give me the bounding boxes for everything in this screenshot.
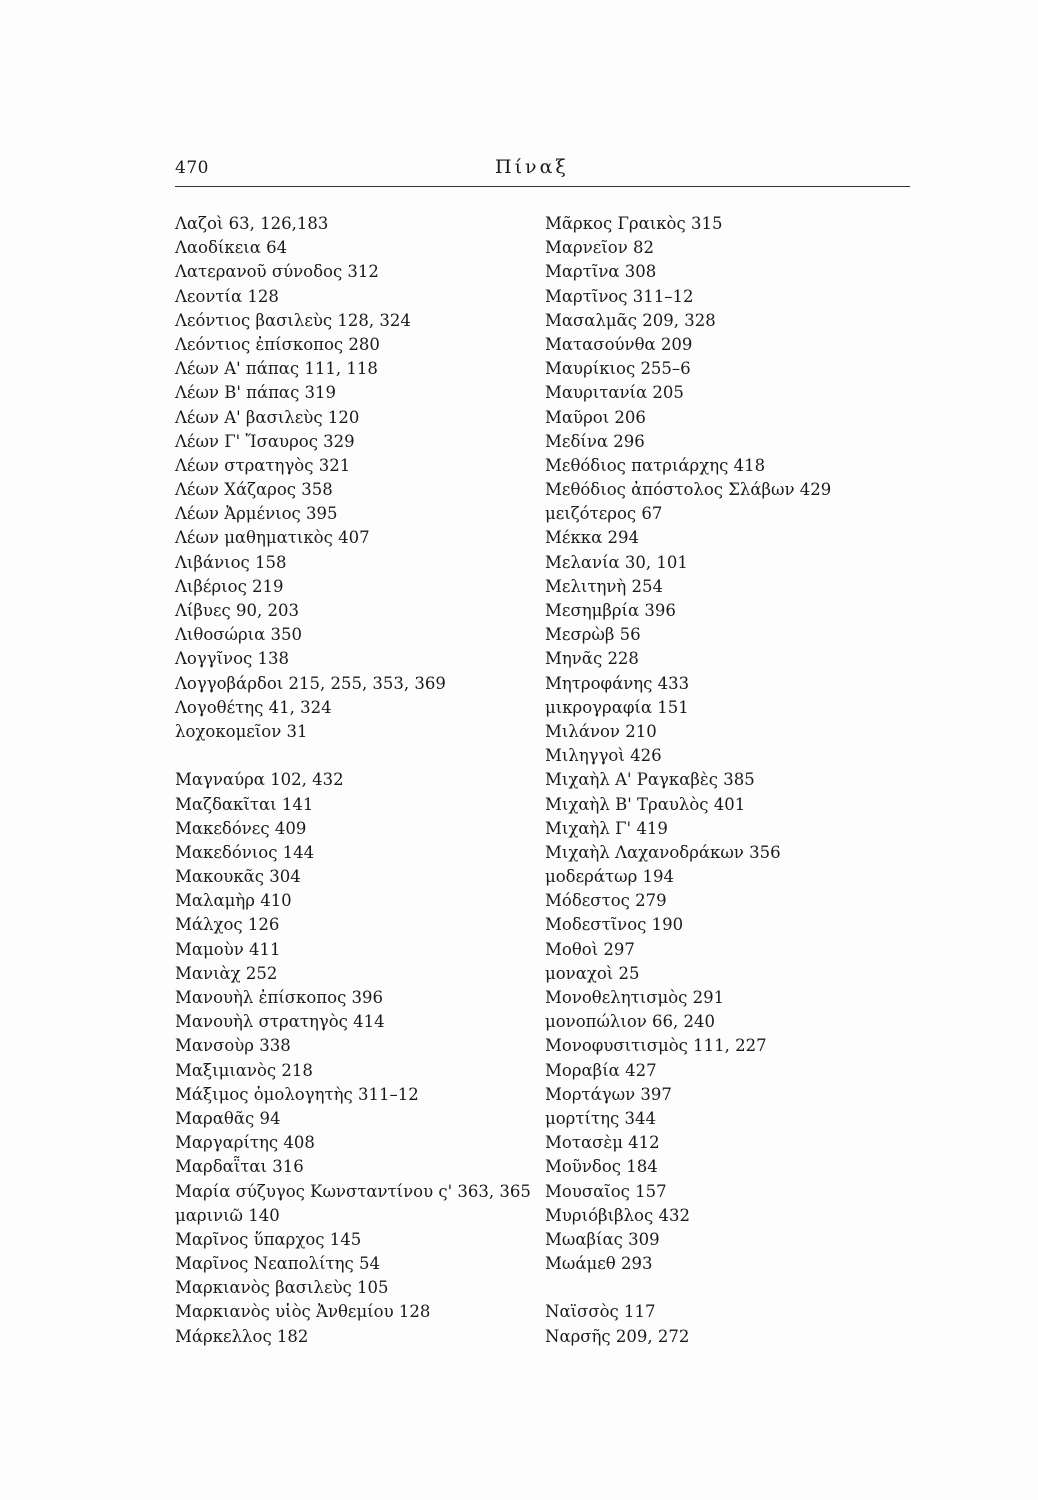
index-entry: Μανουὴλ ἐπίσκοπος 396 [175,988,384,1007]
index-entry: Μᾶρκος Γραικὸς 315 [545,214,723,233]
index-entry: Μοθοὶ 297 [545,939,635,959]
index-entry: Μωαβίας 309 [545,1229,660,1249]
index-entry: Λογγοβάρδοι 215, 255, 353, 369 [175,673,446,693]
index-entry: Λεόντιος βασιλεὺς 128, 324 [175,310,411,330]
index-entry: Μαργαρίτης 408 [175,1133,315,1153]
index-entry: Μοδεστῖνος 190 [545,915,684,935]
index-entry: Λέων στρατηγὸς 321 [175,455,351,475]
index-entry: Λίβυες 90, 203 [175,601,299,620]
index-entry: Μάλχος 126 [175,915,280,935]
header-rule [175,186,910,187]
index-entry: Μηνᾶς 228 [545,649,639,669]
index-entry: Μακουκᾶς 304 [175,867,301,887]
index-entry: Μοτασὲμ 412 [545,1133,660,1153]
index-entry: Μαυριτανία 205 [545,383,684,403]
index-entry: Μανσοὺρ 338 [175,1036,291,1056]
index-entry: Λαοδίκεια 64 [175,238,288,258]
index-entry: Μανιὰχ 252 [175,963,278,983]
running-title: Πίναξ [495,156,569,178]
index-entry: Λαζοὶ 63, 126,183 [175,214,329,233]
index-entry: Λέων Β' πάπας 319 [175,383,337,403]
index-entry: Μητροφάνης 433 [545,673,690,693]
index-entry: Ναϊσσὸς 117 [545,1302,656,1322]
index-entry: Μαγναύρα 102, 432 [175,770,344,790]
index-column-left [175,212,531,1349]
index-entry: μοδεράτωρ 194 [545,867,675,887]
index-entry: Λατερανοῦ σύνοδος 312 [175,262,379,282]
index-entry: Λέων Ἀρμένιος 395 [175,504,338,524]
index-entry: λοχοκομεῖον 31 [175,721,308,741]
index-entry: Μουσαῖος 157 [545,1181,667,1201]
index-entry: Μοῦνδος 184 [545,1157,658,1177]
index-entry: μονοπώλιον 66, 240 [545,1012,716,1032]
index-entry: Μοραβία 427 [545,1060,657,1080]
index-entry: Ναρσῆς 209, 272 [545,1326,690,1346]
index-entry: Μεσρὼβ 56 [545,625,641,645]
index-entry: Μεθόδιος ἀπόστολος Σλάβων 429 [545,480,832,500]
index-entry: Μαρκιανὸς υἱὸς Ἀνθεμίου 128 [175,1302,431,1322]
index-entry: μικρογραφία 151 [545,697,689,717]
index-entry: μοναχοὶ 25 [545,963,640,983]
index-entry: Μιχαὴλ Α' Ραγκαβὲς 385 [545,770,755,790]
index-entry: Μαρῖνος ὕπαρχος 145 [175,1229,362,1249]
index-entry: Μελανία 30, 101 [545,552,688,572]
index-entry: Λεοντία 128 [175,286,279,306]
index-entry: Μιχαὴλ Β' Τραυλὸς 401 [545,794,746,814]
index-entry: Μαρία σύζυγος Κωνσταντίνου ς' 363, 365 [175,1181,531,1201]
index-entry: Μελιτηνὴ 254 [545,576,664,596]
index-entry: Μιλάνον 210 [545,721,657,741]
index-entry: Λογοθέτης 41, 324 [175,697,332,717]
index-entry: Λιβέριος 219 [175,576,284,596]
index-entry: Μαρνεῖον 82 [545,238,654,258]
index-entry: Μονοφυσιτισμὸς 111, 227 [545,1036,767,1056]
index-entry: Μαξιμιανὸς 218 [175,1060,313,1080]
index-entry: Μαυρίκιος 255–6 [545,359,691,379]
index-entry: Μαραθᾶς 94 [175,1108,281,1128]
index-entry: Μεθόδιος πατριάρχης 418 [545,455,766,475]
index-entry: Μαρτῖνα 308 [545,262,657,282]
section-gap [545,1276,910,1300]
index-entry: Λεόντιος ἐπίσκοπος 280 [175,334,380,354]
index-entry: Μιχαὴλ Λαχανοδράκων 356 [545,842,781,862]
index-entry: Μάρκελλος 182 [175,1326,309,1346]
index-entry: Λογγῖνος 138 [175,649,289,669]
index-entry: Μορτάγων 397 [545,1084,672,1104]
index-entry: Μαλαμὴρ 410 [175,891,292,911]
index-entry: Μαμοὺν 411 [175,939,281,959]
page-header [175,158,910,184]
index-entry: Λιθοσώρια 350 [175,625,303,645]
index-entry: μορτίτης 344 [545,1108,656,1128]
index-entry: Μόδεστος 279 [545,891,667,911]
index-entry: Λέων Α' βασιλεὺς 120 [175,407,360,427]
page-number: 470 [175,158,209,178]
section-gap [175,744,525,768]
index-entry: Μακεδόνιος 144 [175,842,315,862]
index-entry: Μέκκα 294 [545,528,639,548]
index-entry: Λέων μαθηματικὸς 407 [175,528,370,548]
index-entry: μαρινιῶ 140 [175,1205,280,1225]
index-entry: Μιληγγοὶ 426 [545,746,662,766]
index-entry: Λιβάνιος 158 [175,552,287,572]
index-entry: Μασαλμᾶς 209, 328 [545,310,716,330]
index-column-right [545,212,910,1349]
index-entry: Μαρτῖνος 311–12 [545,286,694,306]
index-entry: Μαῦροι 206 [545,407,646,427]
index-entry: Μάξιμος ὁμολογητὴς 311–12 [175,1084,419,1104]
index-entry: Μαρκιανὸς βασιλεὺς 105 [175,1278,389,1298]
index-entry: Μεσημβρία 396 [545,601,676,620]
index-entry: Μανουὴλ στρατηγὸς 414 [175,1012,385,1032]
index-entry: Μιχαὴλ Γ' 419 [545,818,668,838]
index-entry: Ματασούνθα 209 [545,334,693,354]
index-entry: Μονοθελητισμὸς 291 [545,988,725,1007]
index-entry: Μακεδόνες 409 [175,818,307,838]
index-entry: Μυριόβιβλος 432 [545,1205,690,1225]
index-entry: Λέων Α' πάπας 111, 118 [175,359,378,379]
index-entry: Λέων Γ' Ἴσαυρος 329 [175,431,355,451]
index-entry: Μωάμεθ 293 [545,1254,653,1274]
index-entry: Μαζδακῖται 141 [175,794,314,814]
index-entry: μειζότερος 67 [545,504,663,524]
index-entry: Μαρδαῗται 316 [175,1157,304,1177]
index-entry: Μαρῖνος Νεαπολίτης 54 [175,1254,380,1274]
index-entry: Λέων Χάζαρος 358 [175,480,333,500]
index-entry: Μεδίνα 296 [545,431,645,451]
